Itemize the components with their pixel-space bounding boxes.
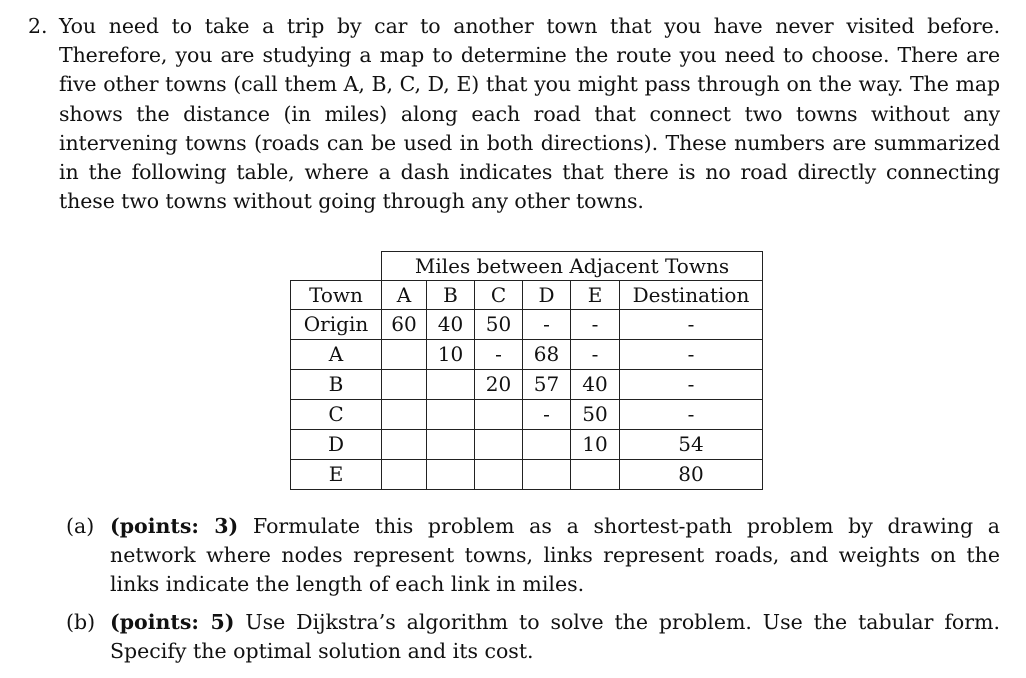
table-cell: 54 bbox=[620, 430, 763, 460]
table-cell bbox=[382, 340, 427, 370]
table-cell bbox=[427, 460, 475, 490]
column-header: D bbox=[523, 281, 571, 310]
table-cell: 40 bbox=[571, 370, 620, 400]
table-cell: 10 bbox=[571, 430, 620, 460]
part-a bbox=[66, 512, 1000, 600]
table-cell bbox=[523, 460, 571, 490]
row-label: D bbox=[291, 430, 382, 460]
table-corner-cell bbox=[291, 252, 382, 281]
table-header-row bbox=[291, 281, 763, 310]
row-header-top: Town bbox=[291, 281, 382, 310]
table-row bbox=[291, 430, 763, 460]
table-cell: - bbox=[620, 370, 763, 400]
table-cell bbox=[382, 430, 427, 460]
column-header: C bbox=[475, 281, 523, 310]
table-cell bbox=[475, 400, 523, 430]
table-row bbox=[291, 370, 763, 400]
row-label: Origin bbox=[291, 310, 382, 340]
problem-2 bbox=[28, 12, 1000, 216]
table-cell: 60 bbox=[382, 310, 427, 340]
table-cell: 40 bbox=[427, 310, 475, 340]
table-cell: 20 bbox=[475, 370, 523, 400]
part-b bbox=[66, 608, 1000, 666]
table-caption-row bbox=[291, 252, 763, 281]
table-row bbox=[291, 400, 763, 430]
part-text: Use Dijkstra’s algorithm to solve the problem. Use the tabular form. Specify the optimal solution and its cost. bbox=[110, 609, 1001, 663]
table-cell bbox=[427, 370, 475, 400]
table-row bbox=[291, 460, 763, 490]
table-cell: - bbox=[571, 310, 620, 340]
table-cell: - bbox=[523, 310, 571, 340]
table-cell: 50 bbox=[475, 310, 523, 340]
row-label: A bbox=[291, 340, 382, 370]
distance-table-container bbox=[290, 251, 763, 490]
table-row bbox=[291, 310, 763, 340]
table-caption: Miles between Adjacent Towns bbox=[382, 252, 763, 281]
problem-number: 2. bbox=[28, 14, 48, 38]
column-header: B bbox=[427, 281, 475, 310]
table-cell bbox=[382, 400, 427, 430]
table-cell: 80 bbox=[620, 460, 763, 490]
table-cell bbox=[427, 400, 475, 430]
points-label: (points: 5) bbox=[110, 609, 235, 634]
table-cell: - bbox=[475, 340, 523, 370]
table-cell: 50 bbox=[571, 400, 620, 430]
table-cell bbox=[427, 430, 475, 460]
table-cell bbox=[571, 460, 620, 490]
table-cell: - bbox=[620, 340, 763, 370]
row-label: B bbox=[291, 370, 382, 400]
table-cell bbox=[475, 460, 523, 490]
table-cell: - bbox=[523, 400, 571, 430]
column-header: A bbox=[382, 281, 427, 310]
table-cell: - bbox=[620, 310, 763, 340]
problem-statement: You need to take a trip by car to another town that you have never visited before. Therefore, you are studying a map to determine the route you need to choose. There are five other towns (call them A, B, C, D, E) that you might pass through on the way. The map shows the distance (in miles) along each road that connect two towns without any intervening towns (roads can be used in both directions). These numbers are summarized in the following table, where a dash indicates that there is no road directly connecting these two towns without going through any other towns. bbox=[59, 14, 1000, 214]
table-cell: 57 bbox=[523, 370, 571, 400]
table-cell: - bbox=[571, 340, 620, 370]
row-label: C bbox=[291, 400, 382, 430]
column-header: E bbox=[571, 281, 620, 310]
table-cell: - bbox=[620, 400, 763, 430]
part-label: (b) bbox=[66, 609, 96, 634]
column-header: Destination bbox=[620, 281, 763, 310]
distance-table bbox=[290, 251, 763, 490]
points-label: (points: 3) bbox=[110, 514, 239, 538]
part-label: (a) bbox=[66, 514, 95, 538]
table-cell: 68 bbox=[523, 340, 571, 370]
problem-parts bbox=[66, 512, 1000, 674]
table-cell bbox=[382, 460, 427, 490]
table-cell bbox=[475, 430, 523, 460]
part-text: Formulate this problem as a shortest-path problem by drawing a network where nodes represent towns, links represent roads, and weights on the links indicate the length of each link in miles. bbox=[110, 514, 1000, 597]
table-row bbox=[291, 340, 763, 370]
table-cell: 10 bbox=[427, 340, 475, 370]
table-cell bbox=[523, 430, 571, 460]
row-label: E bbox=[291, 460, 382, 490]
table-cell bbox=[382, 370, 427, 400]
